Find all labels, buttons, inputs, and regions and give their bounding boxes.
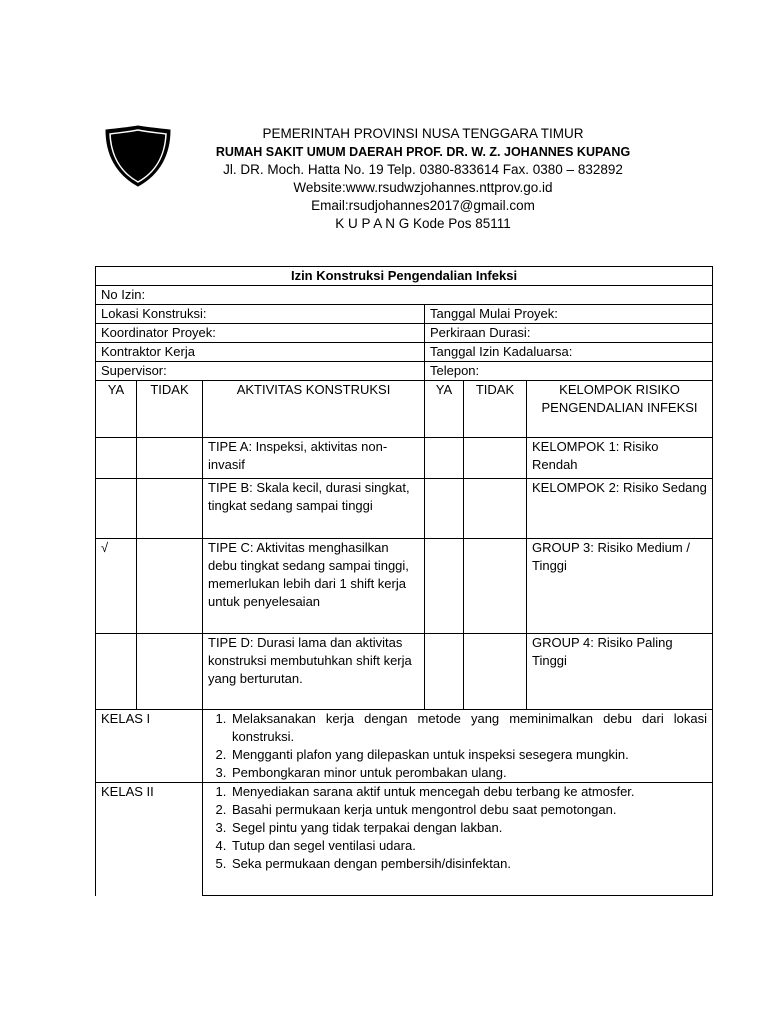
check-tidak [137, 479, 203, 539]
kelas-2-label: KELAS II [96, 783, 203, 896]
kelompok-cell: KELOMPOK 2: Risiko Sedang [527, 479, 713, 539]
kelas-1-label: KELAS I [96, 710, 203, 783]
list-item: 4. Tutup dan segel ventilasi udara. [230, 837, 707, 855]
kelas-1-row [96, 710, 713, 783]
kelompok-cell: GROUP 4: Risiko Paling Tinggi [527, 634, 713, 710]
header-city-postcode: K U P A N G Kode Pos 85111 [335, 216, 511, 231]
col-header-tidak: TIDAK [137, 381, 203, 438]
header-address: Jl. DR. Moch. Hatta No. 19 Telp. 0380-833614 Fax. 0380 – 832892 [223, 162, 623, 177]
list-item: 1. Menyediakan sarana aktif untuk mencegah debu terbang ke atmosfer. [230, 783, 707, 801]
col-header-tidak-2: TIDAK [464, 381, 527, 438]
table-row [96, 479, 713, 539]
list-item: 3. Pembongkaran minor untuk perombakan ulang. [230, 764, 707, 782]
check-tidak [137, 539, 203, 634]
check-tidak [137, 438, 203, 479]
check-ya [96, 479, 137, 539]
aktivitas-cell: TIPE A: Inspeksi, aktivitas non-invasif [203, 438, 425, 479]
list-item: 5. Seka permukaan dengan pembersih/disinfektan. [230, 855, 707, 873]
table-row [96, 539, 713, 634]
aktivitas-cell: TIPE D: Durasi lama dan aktivitas konstruksi membutuhkan shift kerja yang berturutan. [203, 634, 425, 710]
shield-logo-icon [102, 124, 174, 188]
list-item: 1. Melaksanakan kerja dengan metode yang meminimalkan debu dari lokasi konstruksi. [230, 710, 707, 746]
letterhead [180, 125, 666, 233]
check-ya-2 [425, 634, 464, 710]
field-tanggal-kadaluarsa: Tanggal Izin Kadaluarsa: [425, 343, 713, 362]
header-email: Email:rsudjohannes2017@gmail.com [311, 198, 535, 213]
permit-form-table [95, 266, 713, 896]
form-title: Izin Konstruksi Pengendalian Infeksi [96, 267, 713, 286]
field-koordinator: Koordinator Proyek: [96, 324, 425, 343]
field-no-izin: No Izin: [96, 286, 713, 305]
table-row [96, 634, 713, 710]
check-ya [96, 634, 137, 710]
check-tidak-2 [464, 634, 527, 710]
aktivitas-cell: TIPE B: Skala kecil, durasi singkat, tingkat sedang sampai tinggi [203, 479, 425, 539]
list-item: 2. Mengganti plafon yang dilepaskan untuk inspeksi sesegera mungkin. [230, 746, 707, 764]
header-website: Website:www.rsudwzjohannes.nttprov.go.id [293, 180, 553, 195]
list-item: 3. Segel pintu yang tidak terpakai dengan lakban. [230, 819, 707, 837]
header-government: PEMERINTAH PROVINSI NUSA TENGGARA TIMUR [262, 126, 584, 141]
header-hospital-name: RUMAH SAKIT UMUM DAERAH PROF. DR. W. Z. JOHANNES KUPANG [215, 145, 631, 159]
list-item: 2. Basahi permukaan kerja untuk mengontrol debu saat pemotongan. [230, 801, 707, 819]
check-tidak [137, 634, 203, 710]
kelompok-cell: KELOMPOK 1: Risiko Rendah [527, 438, 713, 479]
table-row [96, 438, 713, 479]
kelas-2-items [203, 783, 713, 896]
check-tidak-2 [464, 479, 527, 539]
col-header-ya: YA [96, 381, 137, 438]
field-lokasi-konstruksi: Lokasi Konstruksi: [96, 305, 425, 324]
field-supervisor: Supervisor: [96, 362, 425, 381]
check-ya-2 [425, 438, 464, 479]
field-tanggal-mulai: Tanggal Mulai Proyek: [425, 305, 713, 324]
kelas-1-items [203, 710, 713, 783]
field-perkiraan-durasi: Perkiraan Durasi: [425, 324, 713, 343]
col-header-kelompok: KELOMPOK RISIKO PENGENDALIAN INFEKSI [527, 381, 713, 438]
check-tidak-2 [464, 438, 527, 479]
check-ya: √ [96, 539, 137, 634]
kelompok-cell: GROUP 3: Risiko Medium / Tinggi [527, 539, 713, 634]
col-header-ya-2: YA [425, 381, 464, 438]
field-kontraktor: Kontraktor Kerja [96, 343, 425, 362]
aktivitas-cell: TIPE C: Aktivitas menghasilkan debu tingkat sedang sampai tinggi, memerlukan lebih dari 1 shift kerja untuk penyelesaian [203, 539, 425, 634]
check-ya [96, 438, 137, 479]
check-ya-2 [425, 539, 464, 634]
check-tidak-2 [464, 539, 527, 634]
field-telepon: Telepon: [425, 362, 713, 381]
kelas-2-row [96, 783, 713, 896]
check-ya-2 [425, 479, 464, 539]
col-header-aktivitas: AKTIVITAS KONSTRUKSI [203, 381, 425, 438]
